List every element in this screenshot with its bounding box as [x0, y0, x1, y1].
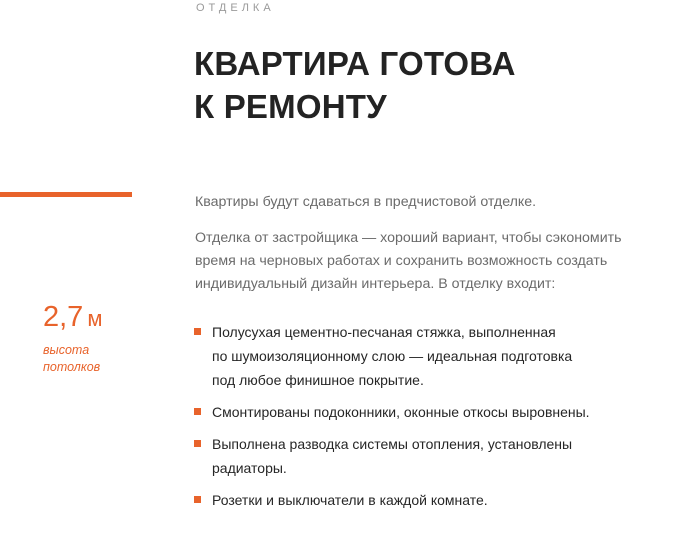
intro-paragraph: Квартиры будут сдаваться в предчистовой отделке.: [195, 194, 537, 210]
title-line: КВАРТИРА ГОТОВА: [194, 45, 516, 82]
intro-paragraph: [195, 227, 635, 296]
stat-label-line: высота: [43, 343, 90, 357]
list-item-line: Смонтированы подоконники, оконные откосы выровнены.: [212, 404, 590, 420]
square-bullet-icon: [194, 440, 201, 447]
stat-label-line: потолков: [43, 360, 101, 374]
list-item: [193, 432, 653, 480]
list-item: [193, 400, 653, 424]
intro-text: [195, 191, 635, 296]
stat-value: [43, 297, 163, 339]
intro-line: индивидуальный дизайн интерьера. В отделку входит:: [195, 276, 556, 292]
intro-line: Отделка от застройщика — хороший вариант, чтобы сэкономить: [195, 230, 622, 246]
ceiling-height-stat: [43, 297, 163, 376]
title-line: К РЕМОНТУ: [194, 88, 387, 125]
list-item-line: Полусухая цементно-песчаная стяжка, выполненная: [212, 324, 556, 340]
square-bullet-icon: [194, 408, 201, 415]
accent-divider: [0, 192, 132, 197]
finishing-features-list: [193, 320, 653, 512]
list-item: [193, 488, 653, 512]
list-item-line: Выполнена разводка системы отопления, установлены: [212, 436, 573, 452]
stat-label: [43, 342, 163, 376]
stat-unit: м: [87, 306, 103, 331]
list-item: [193, 320, 653, 392]
list-item-line: радиаторы.: [212, 460, 287, 476]
intro-line: время на черновых работах и сохранить возможность создать: [195, 253, 608, 269]
list-item-line: по шумоизоляционному слою — идеальная подготовка: [212, 348, 573, 364]
stat-number: 2,7: [43, 301, 84, 333]
section-eyebrow: ОТДЕЛКА: [196, 2, 275, 14]
list-item-line: под любое финишное покрытие.: [212, 372, 424, 388]
square-bullet-icon: [194, 496, 201, 503]
section-title: [194, 42, 516, 128]
square-bullet-icon: [194, 328, 201, 335]
list-item-line: Розетки и выключатели в каждой комнате.: [212, 492, 488, 508]
